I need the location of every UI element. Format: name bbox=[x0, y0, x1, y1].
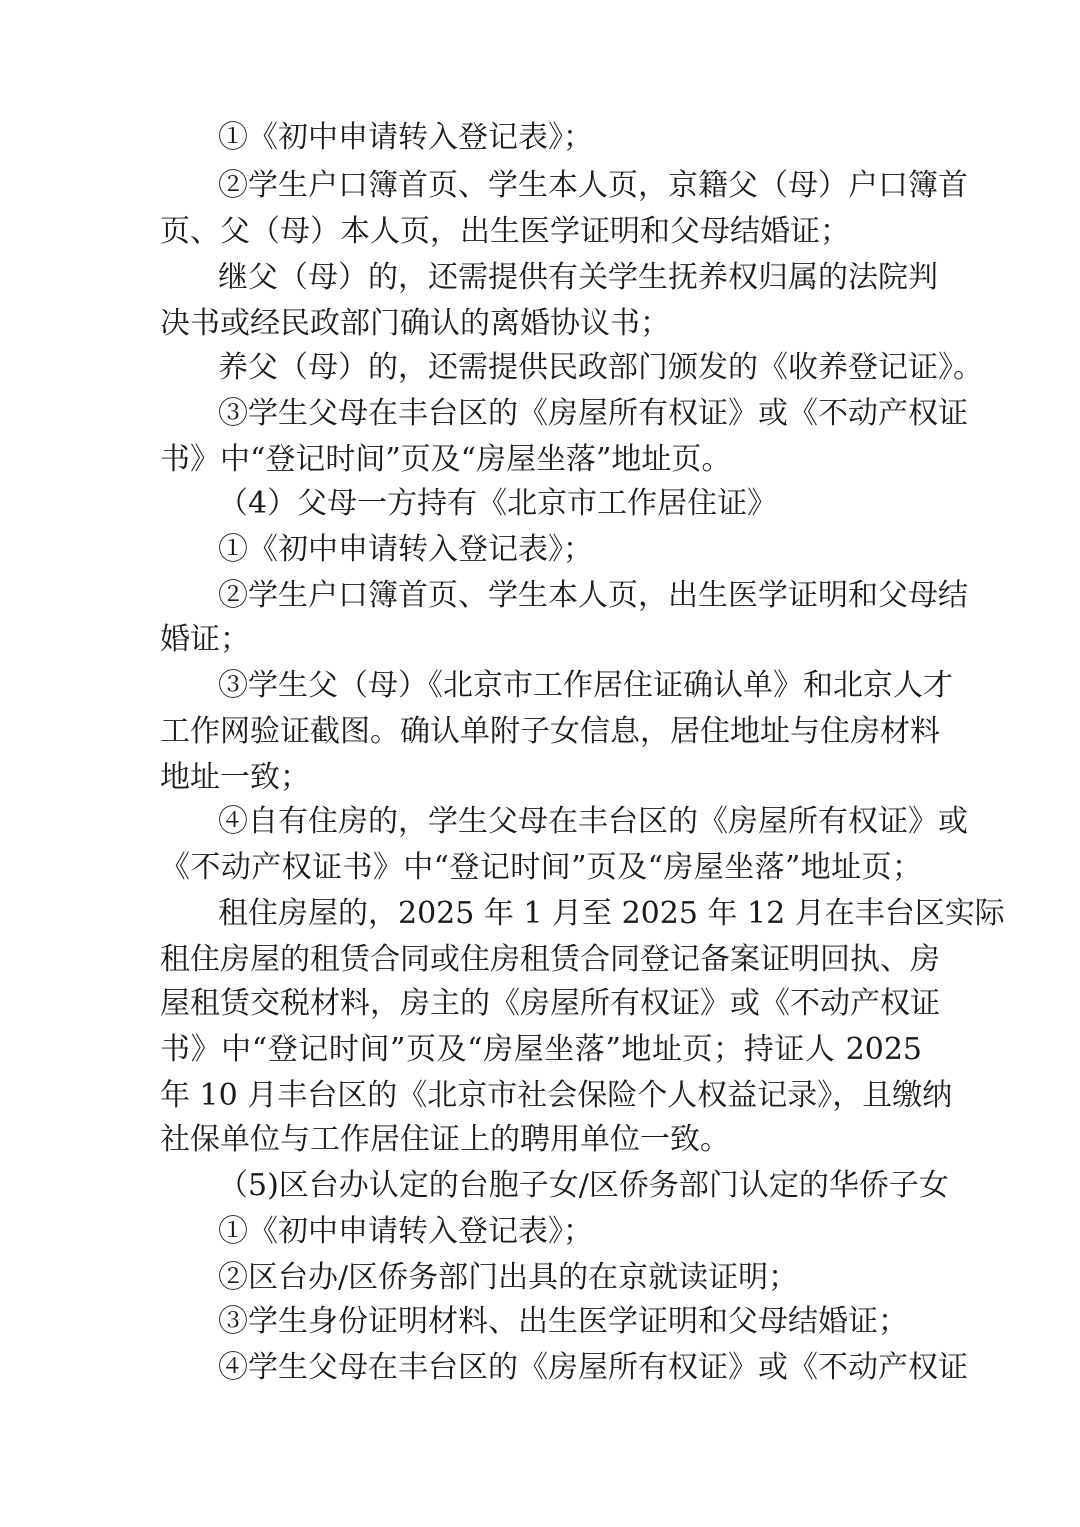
text-line-23: 社保单位与工作居住证上的聘用单位一致。 bbox=[160, 1122, 730, 1157]
text-line-10: ①《初中申请转入登记表》； bbox=[218, 532, 593, 567]
text-line-1: ①《初中申请转入登记表》； bbox=[218, 120, 593, 155]
text-line-4: 继父（母）的，还需提供有关学生抚养权归属的法院判 bbox=[218, 260, 938, 295]
text-line-2: ②学生户口簿首页、学生本人页，京籍父（母）户口簿首 bbox=[218, 168, 968, 203]
text-line-6: 养父（母）的，还需提供民政部门颁发的《收养登记证》。 bbox=[218, 350, 983, 385]
text-line-14: 工作网验证截图。确认单附子女信息，居住地址与住房材料 bbox=[160, 714, 940, 749]
text-line-16: ④自有住房的，学生父母在丰台区的《房屋所有权证》或 bbox=[218, 804, 968, 839]
text-line-13: ③学生父（母）《北京市工作居住证确认单》和北京人才 bbox=[218, 668, 953, 703]
text-line-25: ①《初中申请转入登记表》； bbox=[218, 1214, 593, 1249]
text-line-12: 婚证； bbox=[160, 622, 250, 657]
text-line-26: ②区台办/区侨务部门出具的在京就读证明； bbox=[218, 1260, 799, 1295]
text-line-27: ③学生身份证明材料、出生医学证明和父母结婚证； bbox=[218, 1304, 908, 1339]
text-line-18: 租住房屋的，2025 年 1 月至 2025 年 12 月在丰台区实际 bbox=[218, 896, 1005, 931]
text-line-11: ②学生户口簿首页、学生本人页，出生医学证明和父母结 bbox=[218, 578, 968, 613]
text-line-21: 书》中“登记时间”页及“房屋坐落”地址页；持证人 2025 bbox=[160, 1032, 922, 1067]
text-line-20: 屋租赁交税材料，房主的《房屋所有权证》或《不动产权证 bbox=[160, 986, 940, 1021]
text-line-7: ③学生父母在丰台区的《房屋所有权证》或《不动产权证 bbox=[218, 396, 968, 431]
text-line-24: （5)区台办认定的台胞子女/区侨务部门认定的华侨子女 bbox=[218, 1168, 949, 1203]
text-line-19: 租住房屋的租赁合同或住房租赁合同登记备案证明回执、房 bbox=[160, 942, 940, 977]
text-line-17: 《不动产权证书》中“登记时间”页及“房屋坐落”地址页； bbox=[160, 850, 922, 885]
text-line-3: 页、父（母）本人页，出生医学证明和父母结婚证； bbox=[160, 214, 850, 249]
text-line-15: 地址一致； bbox=[160, 760, 310, 795]
text-line-9: （4）父母一方持有《北京市工作居住证》 bbox=[218, 486, 778, 521]
text-line-22: 年 10 月丰台区的《北京市社会保险个人权益记录》，且缴纳 bbox=[160, 1078, 953, 1113]
text-line-8: 书》中“登记时间”页及“房屋坐落”地址页。 bbox=[160, 442, 732, 477]
text-line-5: 决书或经民政部门确认的离婚协议书； bbox=[160, 306, 670, 341]
text-line-28: ④学生父母在丰台区的《房屋所有权证》或《不动产权证 bbox=[218, 1350, 968, 1385]
